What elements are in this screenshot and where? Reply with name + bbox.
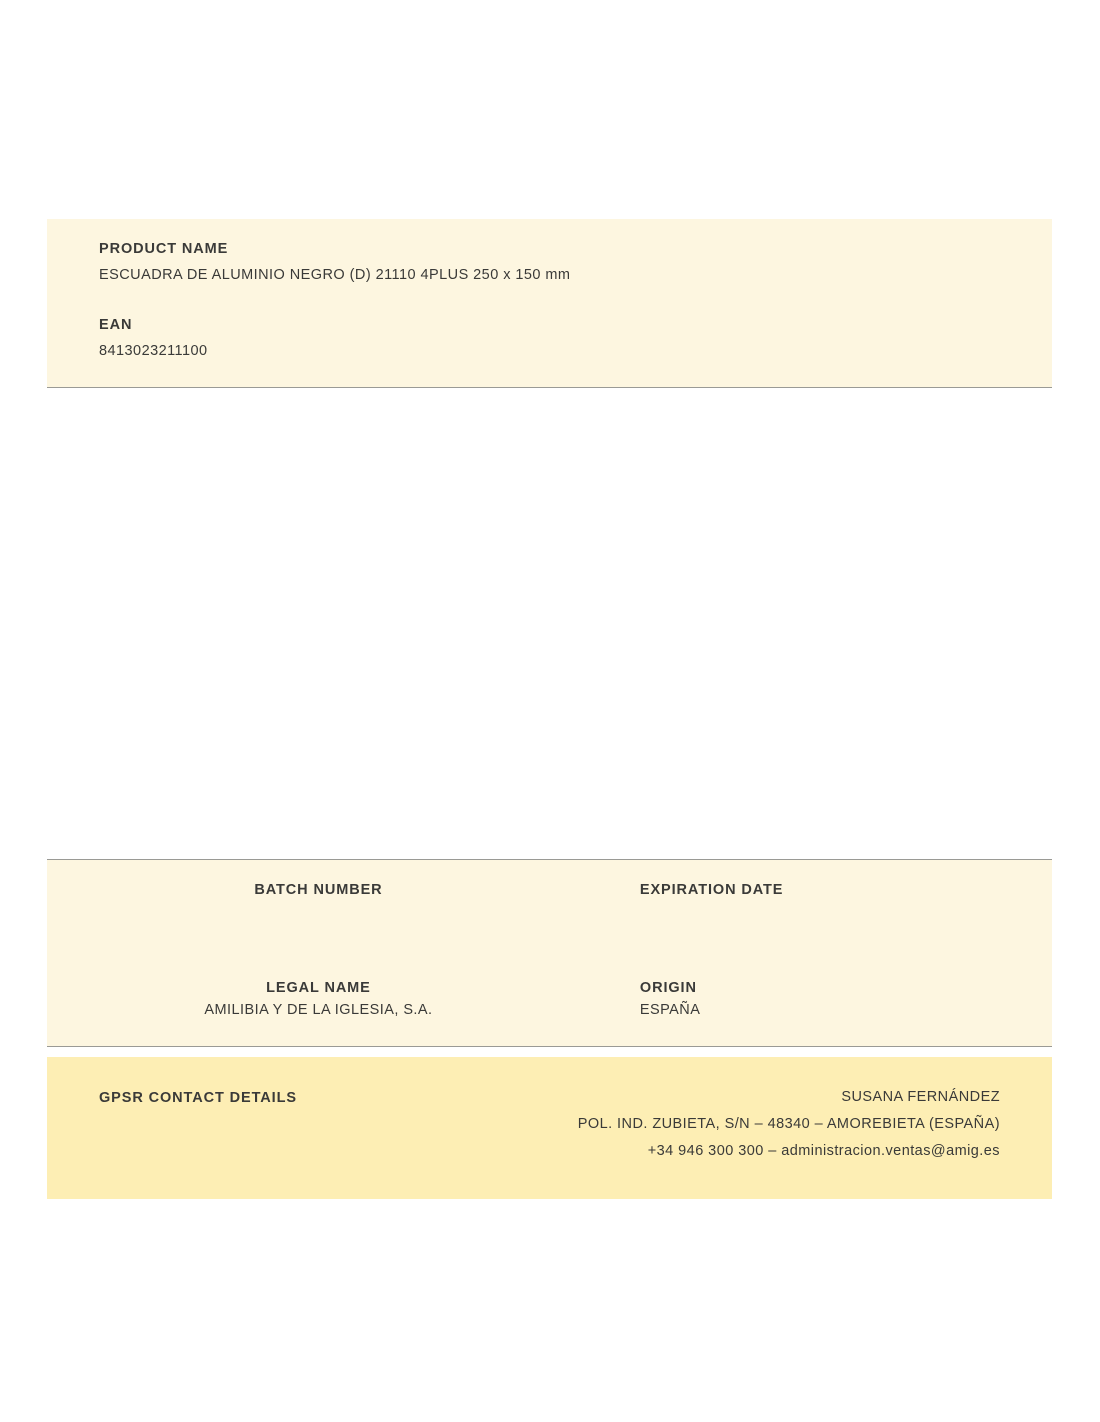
gpsr-contact-lines xyxy=(297,1089,1000,1159)
info-row-gap xyxy=(47,922,1052,980)
expiration-date-value xyxy=(640,904,1052,922)
gpsr-contact-address: POL. IND. ZUBIETA, S/N – 48340 – AMOREBIETA (ESPAÑA) xyxy=(577,1116,1000,1132)
gpsr-contact-title: GPSR CONTACT DETAILS xyxy=(99,1090,297,1106)
batch-expiration-row xyxy=(47,882,1052,922)
legal-name-value: AMILIBIA Y DE LA IGLESIA, S.A. xyxy=(204,1002,433,1018)
expiration-date-cell xyxy=(630,882,1052,922)
legal-name-label: LEGAL NAME xyxy=(266,980,371,996)
batch-legal-info-block xyxy=(47,859,1052,1047)
origin-value: ESPAÑA xyxy=(639,1002,701,1018)
gpsr-contact-block xyxy=(47,1057,1052,1199)
origin-label: ORIGIN xyxy=(639,980,697,996)
legal-name-cell xyxy=(47,980,630,1020)
product-info-block xyxy=(47,219,1052,388)
origin-cell xyxy=(630,980,1052,1020)
batch-number-label: BATCH NUMBER xyxy=(254,882,383,898)
ean-label: EAN xyxy=(99,317,133,333)
gpsr-contact-person: SUSANA FERNÁNDEZ xyxy=(841,1089,1000,1105)
ean-value: 8413023211100 xyxy=(99,343,208,359)
batch-number-cell xyxy=(47,882,630,922)
legal-origin-row xyxy=(47,980,1052,1020)
product-name-label: PRODUCT NAME xyxy=(99,241,229,257)
batch-number-value xyxy=(47,904,590,922)
product-name-value: ESCUADRA DE ALUMINIO NEGRO (D) 21110 4PLUS 250 x 150 mm xyxy=(99,267,571,283)
expiration-date-label: EXPIRATION DATE xyxy=(639,882,784,898)
block-spacer xyxy=(99,283,1000,317)
gpsr-contact-phone-email: +34 946 300 300 – administracion.ventas@amig.es xyxy=(647,1143,1000,1159)
